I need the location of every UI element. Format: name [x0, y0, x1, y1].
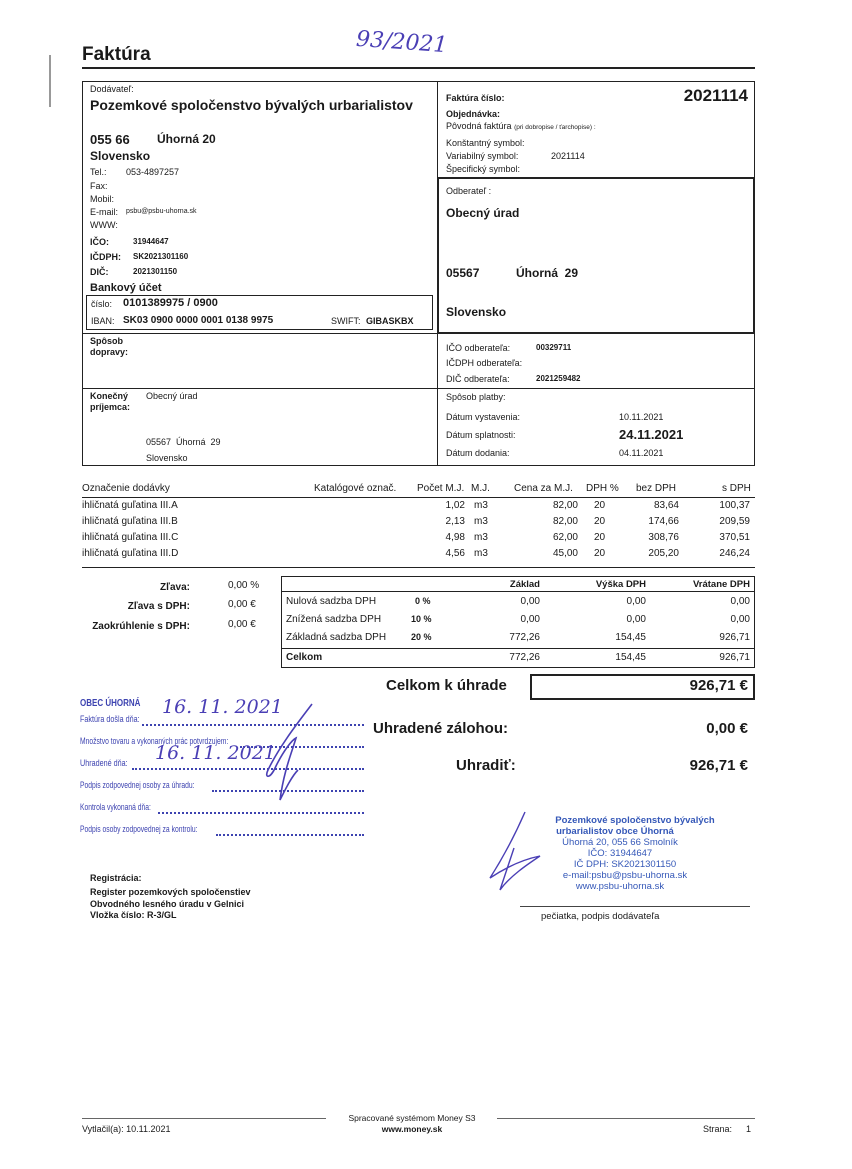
discount-vat-value: 0,00 € — [228, 599, 256, 610]
total-due-label: Celkom k úhrade — [386, 677, 507, 694]
delivery-divider-mid — [82, 388, 755, 389]
vat-row — [281, 614, 755, 630]
vat-total-base: 772,26 — [509, 652, 540, 663]
discount-label: Zľava: — [160, 582, 190, 593]
total-due-value: 926,71 € — [689, 677, 748, 694]
items-header-rule — [82, 497, 755, 498]
supplier-stamp-line5: IČ DPH: SK2021301150 — [573, 859, 677, 870]
supplier-tel: 053-4897257 — [126, 167, 180, 177]
final-recipient-address: 05567 Úhorná 29 — [146, 437, 221, 447]
customer-name: Obecný úrad — [446, 206, 520, 220]
col-catalog-header: Katalógové označ. — [314, 483, 397, 494]
customer-zip: 05567 — [446, 266, 480, 280]
var-symbol-label: Variabilný symbol: — [446, 151, 519, 161]
supplier-icdph-label: IČDPH: — [90, 252, 121, 262]
amount-to-pay-label: Uhradiť: — [456, 757, 516, 774]
supplier-name: Pozemkové spoločenstvo bývalých urbarialistov — [90, 97, 413, 113]
supplier-ico-label: IČO: — [90, 237, 109, 247]
original-invoice-label — [446, 121, 596, 131]
registration-title: Registrácia: — [90, 873, 142, 883]
supplier-stamp-line4: IČO: 31944647 — [587, 848, 653, 859]
iban-value: SK03 0900 0000 0001 0138 9975 — [123, 315, 274, 326]
invoice-number: 2021114 — [683, 86, 748, 105]
supplier-signature — [470, 808, 560, 893]
item-price: 82,00 — [552, 500, 578, 511]
received-stamp-line3: Uhradené dňa: — [80, 758, 128, 768]
footer-rule-left — [82, 1118, 326, 1119]
account-number: 0101389975 / 0900 — [123, 297, 218, 309]
discount-value: 0,00 % — [228, 580, 260, 591]
footer-printed: Vytlačil(a): 10.11.2021 — [82, 1124, 171, 1134]
col-name-header: Označenie dodávky — [82, 483, 170, 494]
received-stamp-line4: Podpis zodpovednej osoby za úhradu: — [80, 780, 195, 790]
supplier-tel-label: Tel.: — [90, 167, 107, 177]
item-price: 45,00 — [552, 548, 578, 559]
customer-ico-label: IČO odberateľa: — [446, 343, 511, 353]
item-unit: m3 — [474, 548, 488, 559]
delivery-date-label: Dátum dodania: — [446, 448, 510, 458]
col-net-header: bez DPH — [636, 483, 677, 494]
customer-label: Odberateľ : — [446, 186, 492, 196]
registration-line3: Vložka číslo: R-3/GL — [90, 910, 177, 920]
supplier-stamp-line1: Pozemkové spoločenstvo bývalých — [555, 815, 715, 826]
customer-dic-label: DIČ odberateľa: — [446, 374, 510, 384]
delivery-date: 04.11.2021 — [619, 448, 664, 458]
title-rule — [82, 67, 755, 69]
delivery-method-label: Spôsob dopravy: — [90, 336, 129, 357]
table-row — [82, 516, 755, 532]
vat-total-vat: 154,45 — [615, 652, 646, 663]
supplier-country: Slovensko — [90, 149, 151, 163]
due-date-label: Dátum splatnosti: — [446, 430, 516, 440]
received-stamp-dots5 — [158, 812, 364, 814]
const-symbol-label: Konštantný symbol: — [446, 138, 525, 148]
footer-page-label: Strana: — [703, 1124, 733, 1134]
bank-account-title: Bankový účet — [90, 282, 162, 294]
customer-icdph-label: IČDPH odberateľa: — [446, 358, 523, 368]
item-name: ihličnatá guľatina III.C — [82, 532, 179, 543]
vat-total-header: Vrátane DPH — [692, 579, 750, 590]
item-unit: m3 — [474, 532, 488, 543]
vat-row-rate: 10 % — [411, 614, 432, 624]
item-net: 205,20 — [648, 548, 679, 559]
iban-label: IBAN: — [91, 316, 115, 326]
item-price: 82,00 — [552, 516, 578, 527]
col-price-header: Cena za M.J. — [514, 483, 573, 494]
spec-symbol-label: Špecifický symbol: — [446, 164, 521, 174]
issue-date-label: Dátum vystavenia: — [446, 412, 521, 422]
received-stamp-line2: Množstvo tovaru a vykonaných prác potvrdzujem: — [80, 736, 229, 746]
supplier-dic: 2021301150 — [133, 267, 178, 276]
supplier-stamp-line7: www.psbu-uhorna.sk — [575, 881, 665, 892]
rounding-value: 0,00 € — [228, 619, 256, 630]
vat-base-header: Základ — [509, 579, 540, 590]
received-stamp-line1: Faktúra došla dňa: — [80, 714, 140, 724]
received-stamp-line6: Podpis osoby zodpovednej za kontrolu: — [80, 824, 198, 834]
original-invoice-text: Pôvodná faktúra — [446, 121, 512, 131]
supplier-label: Dodávateľ: — [90, 84, 134, 94]
handwritten-invoice-note: 93/2021 — [355, 26, 449, 59]
footer-rule-right — [497, 1118, 755, 1119]
received-stamp-dots6 — [216, 834, 364, 836]
vat-total-label: Celkom — [286, 652, 323, 663]
table-row — [82, 548, 755, 564]
supplier-www-label: WWW: — [90, 220, 118, 230]
supplier-zip: 055 66 — [90, 132, 130, 147]
vat-row-label: Znížená sadzba DPH — [286, 614, 382, 625]
vat-row — [281, 632, 755, 648]
signature-rule — [520, 906, 750, 907]
items-bottom-rule — [82, 567, 755, 568]
item-unit: m3 — [474, 516, 488, 527]
customer-dic: 2021259482 — [536, 374, 581, 383]
vat-row-rate: 0 % — [415, 596, 431, 606]
item-price: 62,00 — [552, 532, 578, 543]
vat-row-vat: 0,00 — [626, 596, 646, 607]
vat-row-label: Nulová sadzba DPH — [286, 596, 377, 607]
invoice-number-label: Faktúra číslo: — [446, 93, 505, 103]
table-row — [82, 532, 755, 548]
page-title: Faktúra — [82, 44, 151, 65]
original-invoice-note: (pri dobropise / ťarchopise) : — [514, 124, 596, 131]
vat-row-total: 0,00 — [730, 614, 750, 625]
registration-line2: Obvodného lesného úradu v Gelnici — [90, 899, 245, 909]
footer-page-number: 1 — [746, 1124, 752, 1134]
supplier-icdph: SK2021301160 — [133, 252, 189, 261]
footer-system: Spracované systémom Money S3 — [348, 1113, 476, 1123]
vat-row-base: 0,00 — [520, 596, 540, 607]
vat-row-total: 926,71 — [719, 632, 750, 643]
supplier-mobil-label: Mobil: — [90, 194, 115, 204]
item-vat: 20 — [594, 500, 606, 511]
supplier-fax-label: Fax: — [90, 181, 108, 191]
order-label: Objednávka: — [446, 109, 501, 119]
item-vat: 20 — [594, 548, 606, 559]
vat-total-total: 926,71 — [719, 652, 750, 663]
col-gross-header: s DPH — [722, 483, 751, 494]
payment-method-label: Spôsob platby: — [446, 392, 506, 402]
rounding-label: Zaokrúhlenie s DPH: — [92, 621, 190, 632]
final-recipient-label: Konečný príjemca: — [90, 391, 131, 412]
item-qty: 4,56 — [445, 548, 465, 559]
vat-total-rule — [281, 648, 755, 649]
registration-line1: Register pozemkových spoločenstiev — [90, 887, 251, 897]
item-vat: 20 — [594, 516, 606, 527]
final-recipient-name: Obecný úrad — [146, 391, 198, 401]
customer-ico: 00329711 — [536, 343, 572, 352]
supplier-ico: 31944647 — [133, 237, 169, 246]
vat-row-total: 0,00 — [730, 596, 750, 607]
advance-value: 0,00 € — [706, 720, 748, 737]
vat-row-rate: 20 % — [411, 632, 432, 642]
supplier-stamp-line2: urbarialistov obce Úhorná — [556, 826, 674, 837]
received-stamp-line5: Kontrola vykonaná dňa: — [80, 802, 151, 812]
vat-row-vat: 154,45 — [615, 632, 646, 643]
supplier-dic-label: DIČ: — [90, 267, 109, 277]
account-number-label: číslo: — [91, 299, 113, 309]
col-unit-header: M.J. — [471, 483, 490, 494]
col-vat-header: DPH % — [586, 483, 619, 494]
customer-country: Slovensko — [446, 305, 507, 319]
item-net: 308,76 — [648, 532, 679, 543]
vat-row-label: Základná sadzba DPH — [286, 632, 387, 643]
item-gross: 370,51 — [719, 532, 750, 543]
approver-signature — [240, 700, 330, 810]
item-qty: 2,13 — [445, 516, 465, 527]
item-name: ihličnatá guľatina III.A — [82, 500, 178, 511]
supplier-stamp-line3: Úhorná 20, 055 66 Smolník — [562, 837, 678, 848]
advance-label: Uhradené zálohou: — [373, 720, 509, 737]
issue-date: 10.11.2021 — [619, 412, 664, 422]
supplier-email-label: E-mail: — [90, 207, 119, 217]
vat-amount-header: Výška DPH — [595, 579, 646, 590]
item-gross: 209,59 — [719, 516, 750, 527]
item-gross: 100,37 — [719, 500, 750, 511]
final-recipient-country: Slovensko — [146, 453, 188, 463]
amount-to-pay-value: 926,71 € — [689, 757, 748, 774]
received-stamp-date3: 16. 11. 2021 — [155, 742, 276, 764]
vat-row — [281, 596, 755, 612]
received-stamp-date1: 16. 11. 2021 — [162, 696, 283, 718]
supplier-street: Úhorná 20 — [157, 132, 216, 146]
item-qty: 1,02 — [445, 500, 465, 511]
item-name: ihličnatá guľatina III.B — [82, 516, 178, 527]
scan-mark — [49, 55, 51, 107]
received-stamp-title: OBEC ÚHORNÁ — [80, 698, 141, 709]
vat-row-base: 772,26 — [509, 632, 540, 643]
item-gross: 246,24 — [719, 548, 750, 559]
signature-caption: pečiatka, podpis dodávateľa — [541, 911, 660, 922]
swift-value: GIBASKBX — [366, 316, 414, 326]
due-date: 24.11.2021 — [619, 427, 684, 442]
item-name: ihličnatá guľatina III.D — [82, 548, 179, 559]
discount-vat-label: Zľava s DPH: — [127, 601, 190, 612]
item-unit: m3 — [474, 500, 488, 511]
vat-row-vat: 0,00 — [626, 614, 646, 625]
supplier-email: psbu@psbu-uhorna.sk — [126, 208, 197, 215]
supplier-stamp-line6: e-mail:psbu@psbu-uhorna.sk — [562, 870, 688, 881]
swift-label: SWIFT: — [331, 316, 361, 326]
customer-street: Úhorná 29 — [516, 266, 579, 280]
item-qty: 4,98 — [445, 532, 465, 543]
vat-row-base: 0,00 — [520, 614, 540, 625]
vat-total-row — [281, 652, 755, 668]
col-qty-header: Počet M.J. — [417, 483, 465, 494]
item-vat: 20 — [594, 532, 606, 543]
footer-website: www.money.sk — [381, 1124, 443, 1134]
vat-header-rule — [281, 591, 755, 592]
item-net: 174,66 — [648, 516, 679, 527]
table-row — [82, 500, 755, 516]
var-symbol: 2021114 — [551, 151, 585, 161]
item-net: 83,64 — [653, 500, 679, 511]
items-header — [82, 483, 755, 497]
